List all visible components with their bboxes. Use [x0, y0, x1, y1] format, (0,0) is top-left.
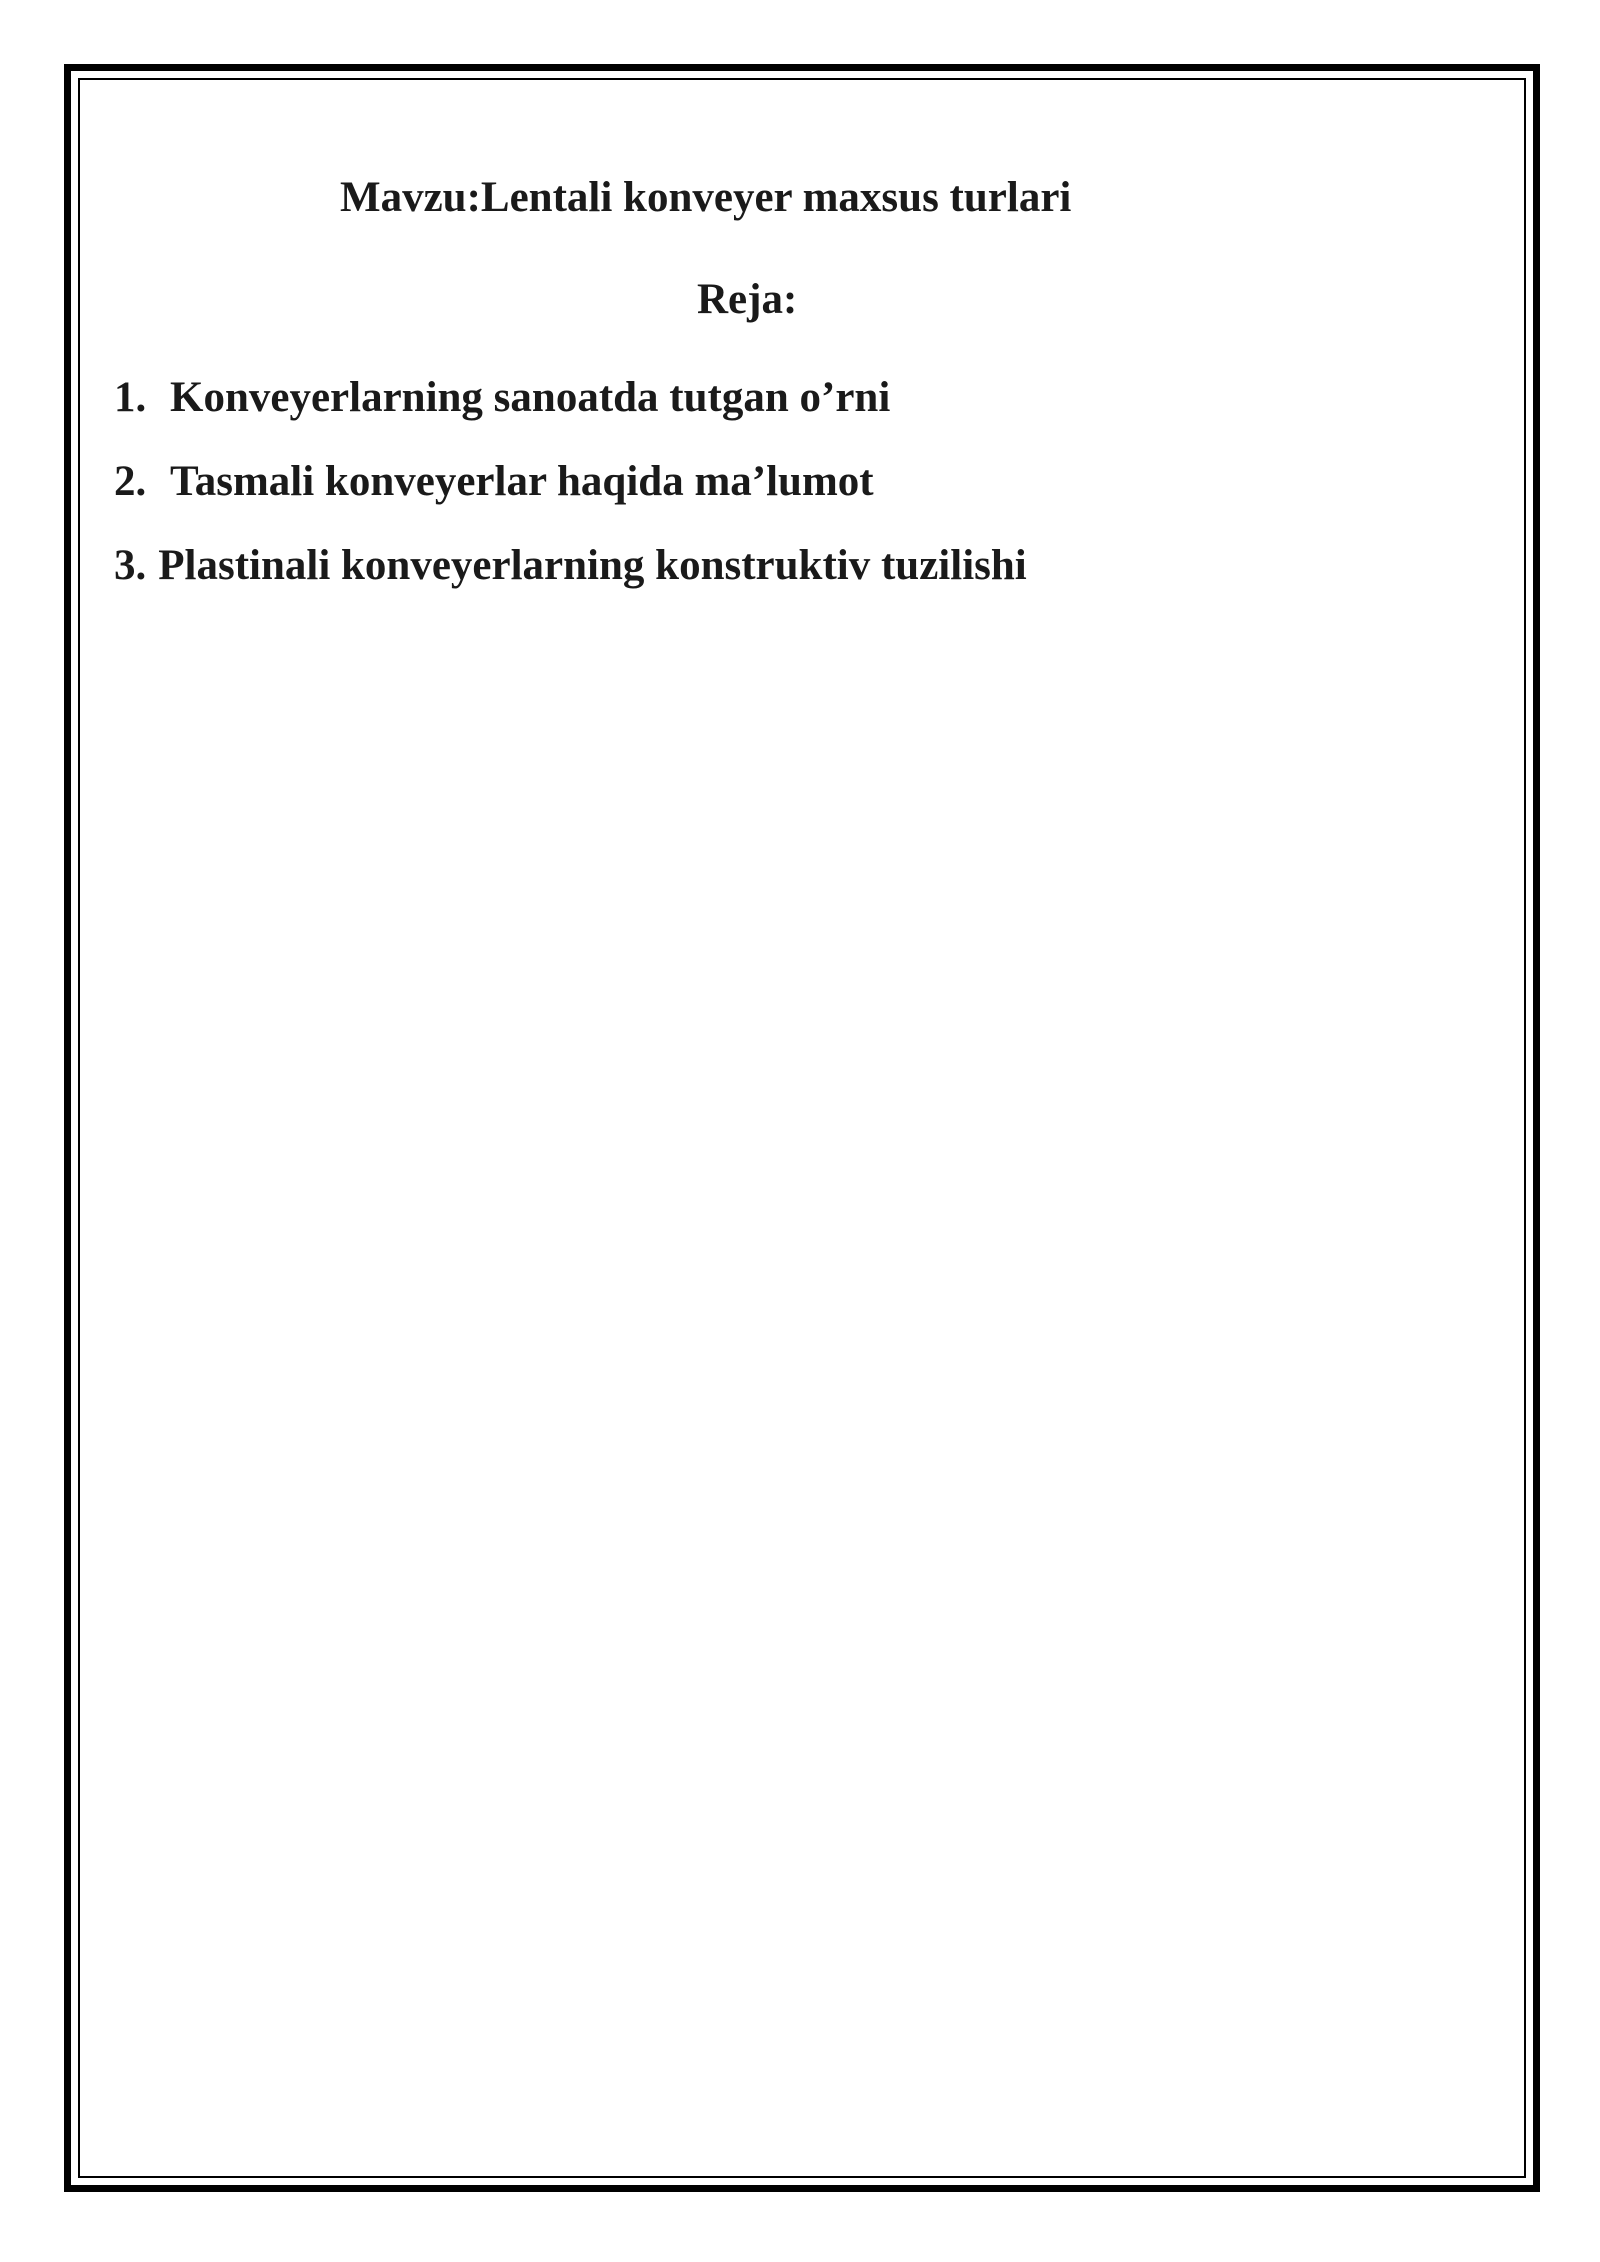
plan-item — [114, 540, 1027, 592]
plan-item — [114, 456, 874, 508]
plan-item-text: Konveyerlarning sanoatda tutgan o’rni — [170, 374, 891, 421]
plan-item-text: Tasmali konveyerlar haqida ma’lumot — [170, 458, 874, 505]
plan-item-text: Plastinali konveyerlarning konstruktiv tuzilishi — [158, 542, 1027, 589]
plan-item-number: 3. — [114, 542, 147, 589]
plan-item-number: 2. — [114, 458, 147, 505]
document-title: Mavzu:Lentali konveyer maxsus turlari — [340, 174, 1072, 221]
plan-item — [114, 372, 890, 424]
plan-item-number: 1. — [114, 374, 147, 421]
plan-heading: Reja: — [697, 276, 798, 323]
